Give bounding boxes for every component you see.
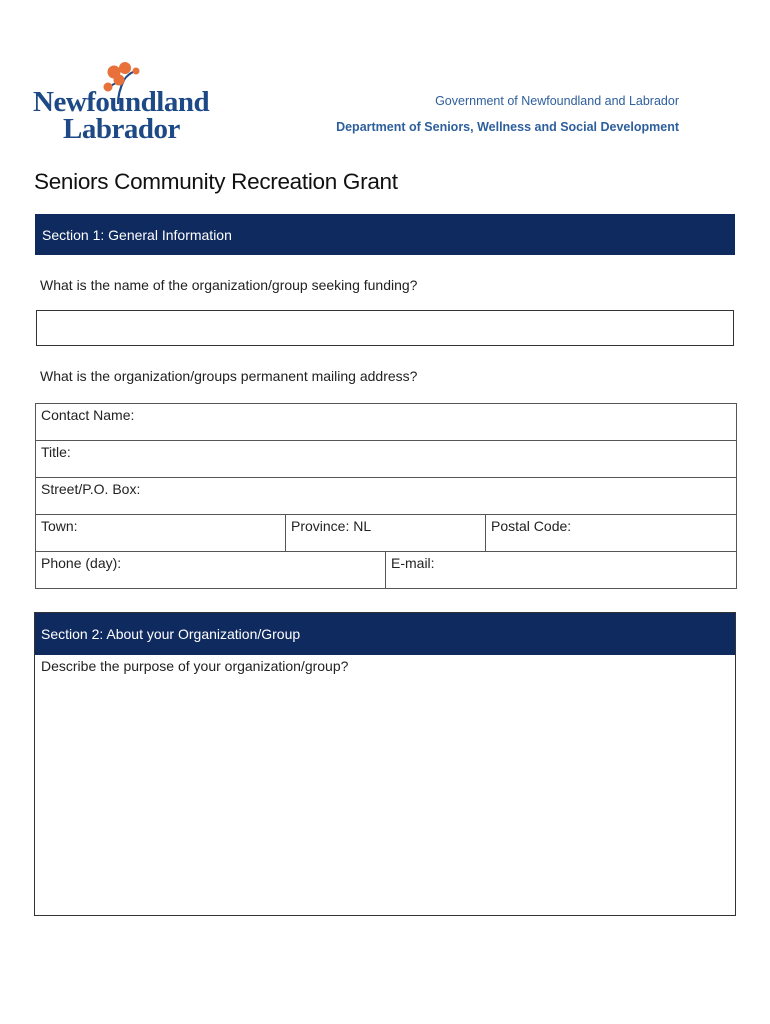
email-field[interactable]: E-mail:: [386, 552, 737, 589]
organization-purpose-prompt: Describe the purpose of your organization/group?: [41, 658, 349, 674]
page-title: Seniors Community Recreation Grant: [34, 169, 398, 194]
phone-field[interactable]: Phone (day):: [36, 552, 386, 589]
org-name-question: What is the name of the organization/group seeking funding?: [40, 277, 418, 293]
section2-box: [34, 612, 736, 916]
department-name: Department of Seniors, Wellness and Social Development: [336, 120, 679, 134]
town-field[interactable]: Town:: [36, 515, 286, 552]
title-field[interactable]: Title:: [36, 441, 737, 478]
mailing-address-question: What is the organization/groups permanent mailing address?: [40, 368, 418, 384]
section2-heading: Section 2: About your Organization/Group: [35, 613, 735, 655]
street-field[interactable]: Street/P.O. Box:: [36, 478, 737, 515]
mailing-address-table: [35, 403, 737, 589]
organization-purpose-textarea[interactable]: [35, 679, 739, 919]
section1-heading: Section 1: General Information: [35, 214, 735, 255]
government-name: Government of Newfoundland and Labrador: [435, 94, 679, 108]
newfoundland-labrador-logo: [30, 58, 210, 153]
postal-code-field[interactable]: Postal Code:: [486, 515, 737, 552]
contact-name-field[interactable]: Contact Name:: [36, 404, 737, 441]
org-name-input[interactable]: [36, 310, 734, 346]
logo-text-newfoundland: Newfoundland: [33, 86, 210, 118]
province-field[interactable]: Province: NL: [286, 515, 486, 552]
logo-text-labrador: Labrador: [63, 113, 180, 145]
